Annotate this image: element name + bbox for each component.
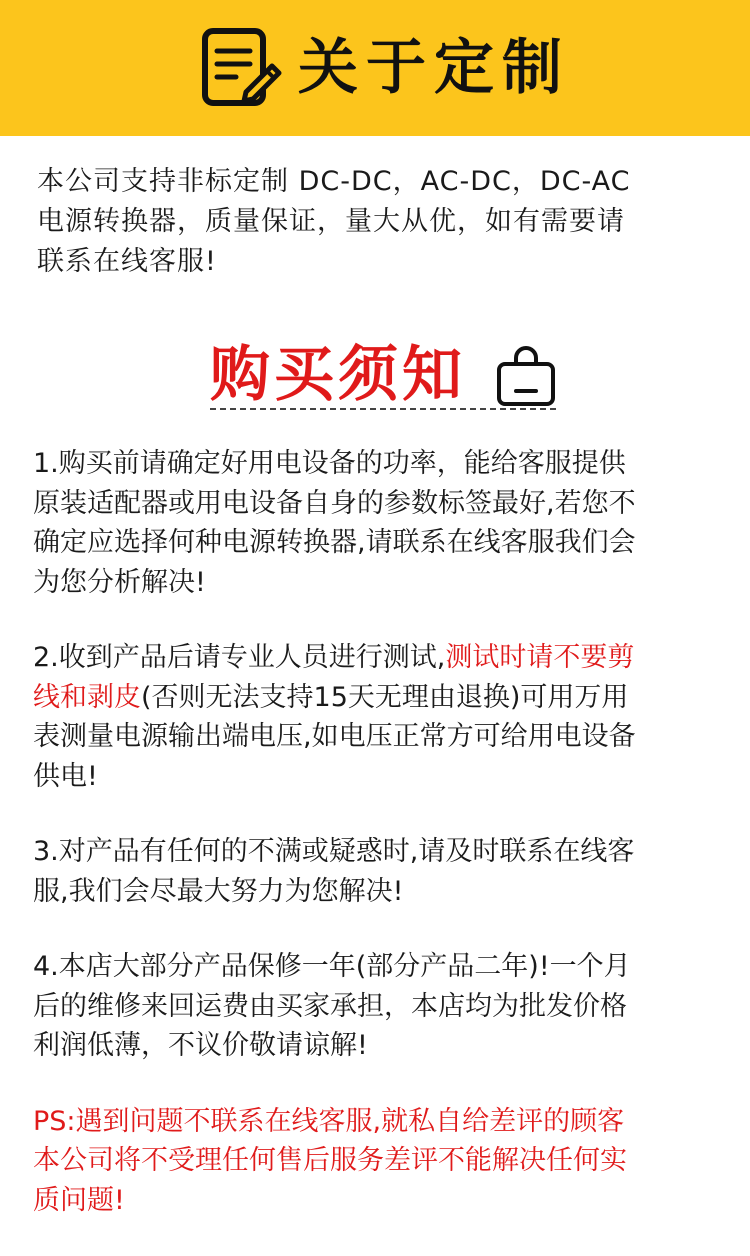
- warning-text: 线和剥皮: [33, 681, 141, 713]
- note-line: 利润低薄，不议价敬请谅解!: [33, 1030, 368, 1061]
- note-line: 后的维修来回运费由买家承担，本店均为批发价格: [33, 990, 627, 1022]
- title-divider: [210, 408, 556, 410]
- intro-line: 电源转换器，质量保证，量大从优，如有需要请: [37, 206, 625, 237]
- intro-line: 联系在线客服!: [37, 246, 217, 277]
- note-line: 确定应选择何种电源转换器,请联系在线客服我们会: [33, 527, 636, 558]
- note-text: 2.收到产品后请专业人员进行测试,: [33, 642, 446, 673]
- note-line: 4.本店大部分产品保修一年(部分产品二年)!一个月: [33, 951, 631, 982]
- purchase-notes: [33, 444, 733, 1256]
- note-item: [33, 832, 733, 911]
- note-item: [33, 947, 733, 1066]
- ps-line: 本公司将不受理任何售后服务差评不能解决任何实: [33, 1145, 627, 1176]
- note-text: (否则无法支持15天无理由退换)可用万用: [141, 681, 629, 713]
- note-line: 1.购买前请确定好用电设备的功率，能给客服提供: [33, 448, 626, 479]
- note-line: 原装适配器或用电设备自身的参数标签最好,若您不: [33, 487, 636, 519]
- edit-document-icon: [200, 26, 282, 110]
- custom-intro: [37, 162, 727, 282]
- note-item: [33, 444, 733, 602]
- intro-line: 本公司支持非标定制 DC-DC，AC-DC，DC-AC: [37, 166, 631, 197]
- purchase-notice-title: 购买须知: [210, 340, 466, 410]
- note-line: 3.对产品有任何的不满或疑惑时,请及时联系在线客: [33, 836, 635, 867]
- note-line: [33, 678, 733, 718]
- note-line: 服,我们会尽最大努力为您解决!: [33, 875, 404, 907]
- header-banner: [0, 0, 750, 136]
- note-line: 表测量电源输出端电压,如电压正常方可给用电设备: [33, 721, 636, 752]
- note-line: 供电!: [33, 760, 98, 792]
- page-title: 关于定制: [298, 33, 570, 103]
- note-line: [33, 638, 733, 678]
- ps-line: PS:遇到问题不联系在线客服,就私自给差评的顾客: [33, 1105, 625, 1137]
- warning-text: 测试时请不要剪: [445, 642, 635, 673]
- ps-warning: [33, 1102, 733, 1221]
- ps-line: 质问题!: [33, 1184, 125, 1216]
- note-line: 为您分析解决!: [33, 566, 206, 598]
- shopping-bag-icon: [494, 344, 558, 408]
- note-item: [33, 638, 733, 796]
